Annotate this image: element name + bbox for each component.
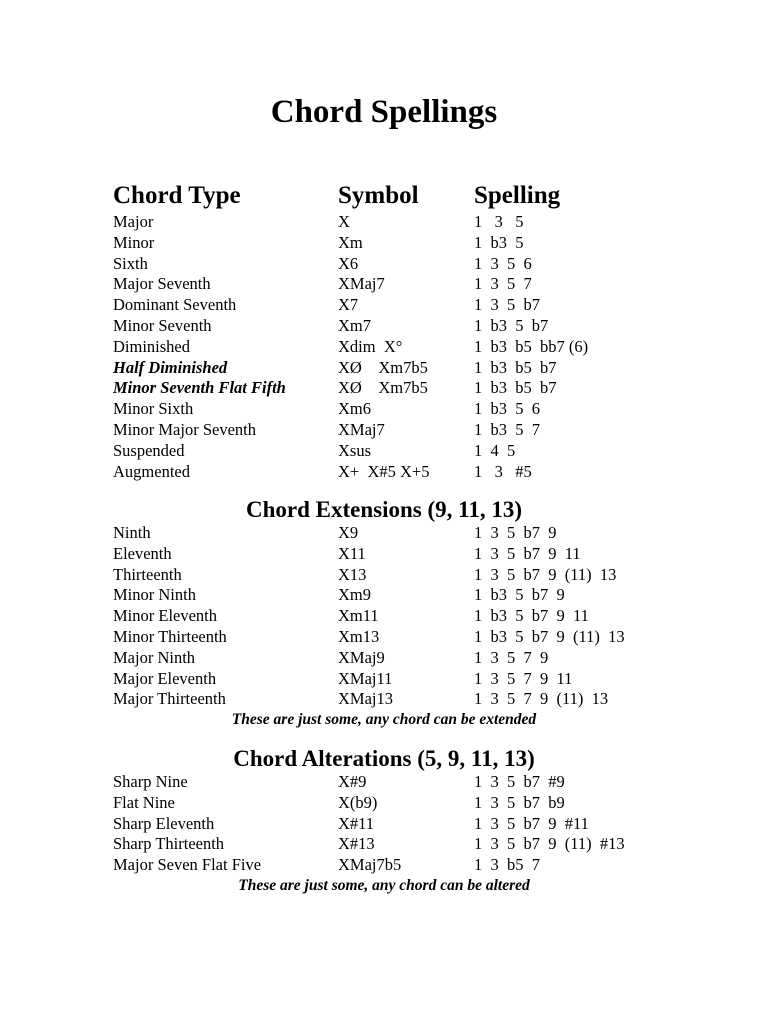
chord-name: Dominant Seventh [113,295,237,315]
chord-spelling: 1 3 5 b7 [474,295,540,315]
chord-symbol: X7 [338,295,359,315]
chord-spelling: 1 b3 b5 b7 [474,357,557,377]
chord-name: Major Eleventh [113,668,217,688]
chord-spelling: 1 3 5 b7 9 #11 [474,813,589,833]
chord-symbol: Xm13 [338,626,380,646]
chord-symbol: XØ Xm7b5 [338,378,428,398]
chord-row [0,814,768,835]
chord-spelling: 1 b3 5 7 [474,419,540,439]
chord-symbol: XMaj7 [338,419,385,439]
basic-chords-table [0,212,768,482]
chord-symbol: X [338,212,350,231]
chord-row [0,627,768,648]
chord-spelling: 1 3 5 6 [474,253,532,273]
alterations-section [0,744,768,896]
chord-row [0,378,768,399]
chord-name: Minor Seventh Flat Fifth [113,378,286,398]
chord-row [0,689,768,710]
chord-symbol: X#13 [338,834,375,854]
extensions-note: These are just some, any chord can be extended [231,711,537,729]
chord-symbol: Xm6 [338,399,371,419]
chord-row [0,212,768,233]
chord-row [0,648,768,669]
chord-row [0,316,768,337]
chord-symbol: Xm [338,232,363,252]
chord-spelling: 1 3 5 7 9 [474,647,549,667]
chord-symbol: XMaj7b5 [338,855,402,875]
chord-spelling: 1 b3 5 b7 [474,315,549,335]
chord-row [0,793,768,814]
chord-spelling: 1 3 5 7 9 (11) 13 [474,689,609,709]
chord-spelling: 1 3 5 b7 9 11 [474,543,581,563]
chord-symbol: XMaj7 [338,274,385,294]
chord-name: Major Seven Flat Five [113,855,262,875]
header-symbol: Symbol [338,182,419,209]
chord-spelling: 1 3 5 7 [474,274,532,294]
alterations-title: Chord Alterations (5, 9, 11, 13) [233,746,535,771]
header-spelling: Spelling [474,182,561,209]
chord-spelling: 1 3 b5 7 [474,855,540,875]
chord-row [0,358,768,379]
chord-name: Sharp Eleventh [113,813,215,833]
chord-spelling: 1 3 5 7 9 11 [474,668,573,688]
chord-name: Minor Seventh [113,315,212,335]
page-title: Chord Spellings [270,94,498,130]
chord-row [0,606,768,627]
chord-symbol: X(b9) [338,792,378,812]
chord-name: Diminished [113,336,190,356]
chord-symbol: XMaj11 [338,668,393,688]
chord-spelling: 1 b3 5 [474,232,524,252]
extensions-section [0,495,768,730]
chord-symbol: XMaj13 [338,689,393,709]
chord-symbol: Xdim X° [338,336,403,356]
chord-spelling: 1 b3 5 b7 9 11 [474,606,589,626]
chord-spelling: 1 3 5 b7 b9 [474,792,565,812]
chord-symbol: X+ X#5 X+5 [338,461,430,481]
chord-row [0,295,768,316]
chord-name: Half Diminished [113,357,228,377]
chord-spelling: 1 4 5 [474,440,516,460]
chord-row [0,565,768,586]
chord-spelling: 1 3 #5 [474,461,532,481]
chord-symbol: XMaj9 [338,647,385,667]
chord-name: Minor Thirteenth [113,626,227,646]
chord-row [0,420,768,441]
chord-row [0,254,768,275]
chord-name: Eleventh [113,543,172,563]
chord-spelling: 1 3 5 b7 9 (11) #13 [474,834,625,854]
chord-symbol: Xm9 [338,585,371,605]
chord-row [0,462,768,483]
chord-symbol: X#9 [338,772,367,791]
alterations-note: These are just some, any chord can be altered [238,876,530,894]
chord-name: Suspended [113,440,185,460]
chord-spelling: 1 b3 b5 b7 [474,378,557,398]
chord-name: Augmented [113,461,190,481]
chord-row [0,772,768,793]
chord-symbol: Xm11 [338,606,379,626]
chord-symbol: X11 [338,543,366,563]
chord-row [0,544,768,565]
chord-symbol: X#11 [338,813,375,833]
chord-name: Major Seventh [113,274,211,294]
chord-row [0,274,768,295]
chord-name: Minor [113,232,155,252]
chord-name: Sharp Nine [113,772,188,791]
header-chord-type: Chord Type [113,182,241,209]
chord-symbol: X9 [338,523,359,542]
chord-name: Ninth [113,523,151,542]
chord-row [0,585,768,606]
chord-name: Sixth [113,253,148,273]
chord-row [0,399,768,420]
chord-spelling: 1 3 5 [474,212,524,231]
chord-spelling: 1 b3 b5 bb7 (6) [474,336,589,356]
chord-name: Major [113,212,154,231]
chord-spelling: 1 b3 5 6 [474,399,540,419]
chord-row [0,441,768,462]
chord-spelling: 1 3 5 b7 9 (11) 13 [474,564,617,584]
chord-symbol: XØ Xm7b5 [338,357,428,377]
chord-row [0,669,768,690]
chord-spelling: 1 3 5 b7 #9 [474,772,565,791]
chord-spelling: 1 b3 5 b7 9 (11) 13 [474,626,625,646]
chord-symbol: Xm7 [338,315,371,335]
chord-row [0,233,768,254]
chord-name: Sharp Thirteenth [113,834,225,854]
chord-name: Thirteenth [113,564,182,584]
chord-spelling: 1 b3 5 b7 9 [474,585,565,605]
chord-name: Major Thirteenth [113,689,226,709]
chord-name: Minor Sixth [113,399,194,419]
chord-symbol: Xsus [338,440,372,460]
chord-name: Major Ninth [113,647,196,667]
chord-row [0,834,768,855]
chord-spelling: 1 3 5 b7 9 [474,523,557,542]
chord-row [0,855,768,876]
chord-name: Minor Eleventh [113,606,218,626]
chord-row [0,523,768,544]
chord-name: Minor Major Seventh [113,419,256,439]
chord-symbol: X6 [338,253,359,273]
chord-name: Flat Nine [113,792,175,812]
chord-name: Minor Ninth [113,585,196,605]
chord-symbol: X13 [338,564,367,584]
chord-row [0,337,768,358]
extensions-title: Chord Extensions (9, 11, 13) [245,497,523,522]
